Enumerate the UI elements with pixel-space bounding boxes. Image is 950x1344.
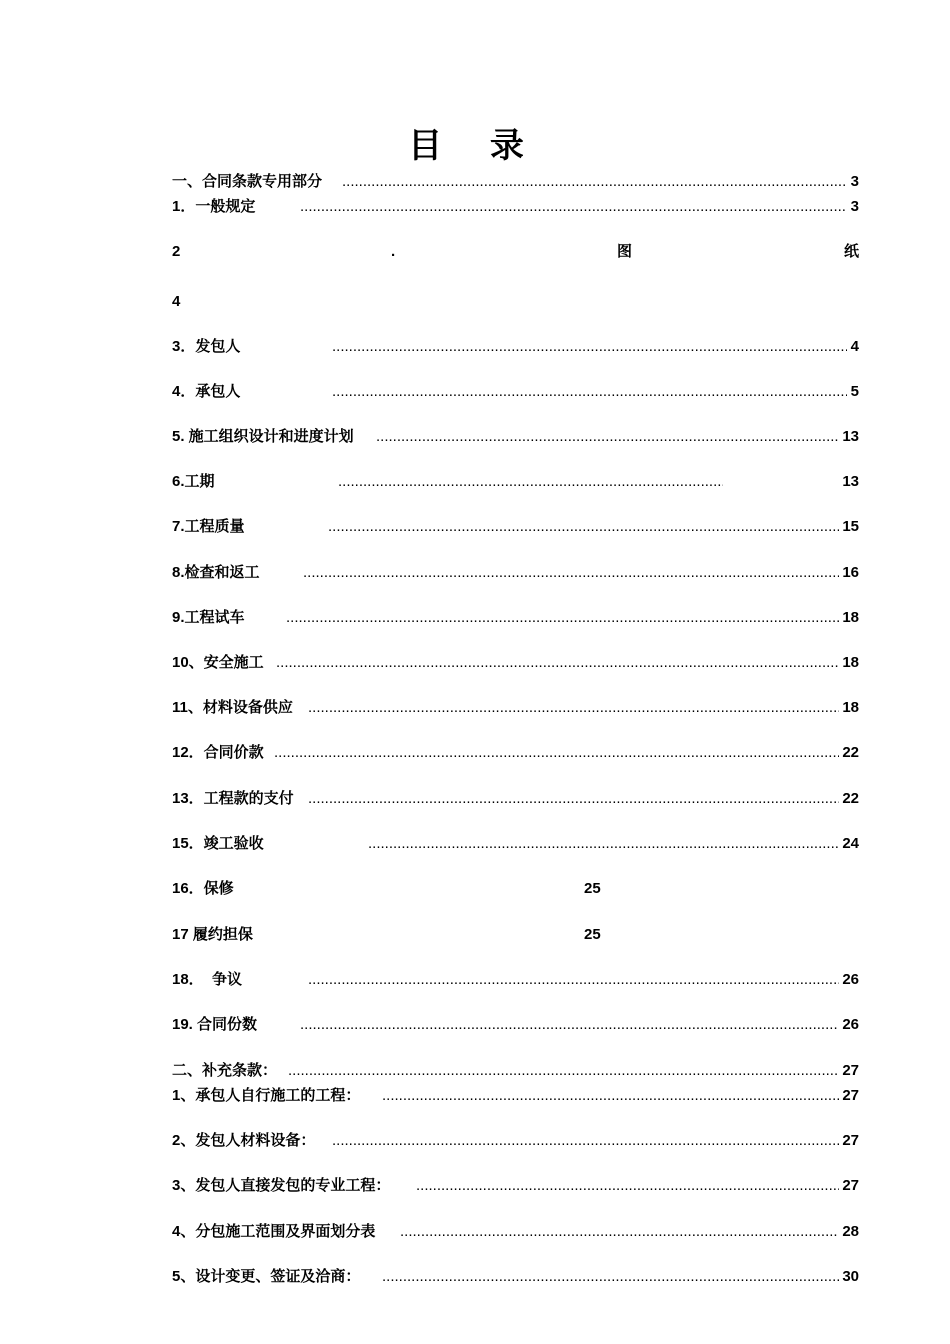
toc-entry xyxy=(172,743,859,763)
leader-dots xyxy=(286,608,839,628)
leader-dots xyxy=(368,834,839,854)
toc-label: 4、分包施工范围及界面划分表 xyxy=(172,1223,376,1240)
toc-page: 27 xyxy=(842,1177,859,1194)
toc-label-part: . xyxy=(391,243,396,260)
toc-page: 4 xyxy=(850,338,859,355)
toc-entry xyxy=(172,1176,859,1196)
toc-page: 18 xyxy=(842,609,859,626)
leader-dots xyxy=(332,382,847,402)
toc-entry xyxy=(172,1131,859,1151)
leader-dots xyxy=(300,1015,839,1035)
toc-label: 5、设计变更、签证及洽商： xyxy=(172,1268,361,1285)
toc-page: 18 xyxy=(842,699,859,716)
toc-label: 10、安全施工 xyxy=(172,654,264,671)
leader-dots xyxy=(382,1267,839,1287)
toc-label: 16．保修 xyxy=(172,880,234,897)
toc-label: 8.检查和返工 xyxy=(172,564,260,581)
toc-label: 13．工程款的支付 xyxy=(172,790,294,807)
leader-dots xyxy=(274,743,839,763)
leader-dots xyxy=(342,172,847,192)
leader-dots xyxy=(338,472,723,492)
toc-page: 3 xyxy=(850,198,859,215)
toc-page: 25 xyxy=(584,880,601,897)
toc-page: 15 xyxy=(842,518,859,535)
toc-entry xyxy=(172,925,859,945)
toc-entry xyxy=(172,608,859,628)
leader-dots xyxy=(288,1061,839,1081)
toc-entry xyxy=(172,698,859,718)
toc-page: 27 xyxy=(842,1132,859,1149)
toc-entry xyxy=(172,1061,859,1081)
toc-page: 18 xyxy=(842,654,859,671)
toc-label: 4．承包人 xyxy=(172,383,241,400)
toc-entry xyxy=(172,1267,859,1287)
toc-entry xyxy=(172,517,859,537)
toc-entry xyxy=(172,427,859,447)
toc-page: 3 xyxy=(850,173,859,190)
toc-label: 15．竣工验收 xyxy=(172,835,264,852)
leader-dots xyxy=(332,1131,839,1151)
toc-entry xyxy=(172,472,859,492)
toc-page: 5 xyxy=(850,383,859,400)
toc-label: 19. 合同份数 xyxy=(172,1016,258,1033)
leader-dots xyxy=(332,337,847,357)
toc-entry xyxy=(172,970,859,990)
leader-dots xyxy=(308,789,839,809)
toc-page: 27 xyxy=(842,1062,859,1079)
leader-dots xyxy=(308,698,839,718)
toc-label: 1、承包人自行施工的工程： xyxy=(172,1087,361,1104)
toc-page: 24 xyxy=(842,835,859,852)
toc-label: 3、发包人直接发包的专业工程： xyxy=(172,1177,391,1194)
toc-entry xyxy=(172,1015,859,1035)
toc-label: 4 xyxy=(172,293,181,310)
toc-label: 7.工程质量 xyxy=(172,518,245,535)
leader-dots xyxy=(400,1222,839,1242)
toc-label: 3．发包人 xyxy=(172,338,241,355)
toc-page: 25 xyxy=(584,926,601,943)
toc-label: 11、材料设备供应 xyxy=(172,699,293,716)
toc-page: 22 xyxy=(842,744,859,761)
toc-entry xyxy=(172,879,859,899)
toc-entry xyxy=(172,337,859,357)
toc-label: 2、发包人材料设备： xyxy=(172,1132,316,1149)
toc-label: 1．一般规定 xyxy=(172,198,256,215)
toc-page: 28 xyxy=(842,1223,859,1240)
toc-entry xyxy=(172,653,859,673)
leader-dots xyxy=(328,517,839,537)
toc-page: 26 xyxy=(842,971,859,988)
toc-label: 一、合同条款专用部分 xyxy=(172,173,323,190)
toc-label-part: 纸 xyxy=(843,243,859,260)
toc-label: 6.工期 xyxy=(172,473,215,490)
toc-page: 22 xyxy=(842,790,859,807)
toc-label: 17 履约担保 xyxy=(172,926,253,943)
leader-dots xyxy=(300,197,847,217)
toc-entry xyxy=(172,563,859,583)
page-title: 目 录 xyxy=(408,126,542,166)
toc-page: 13 xyxy=(842,473,859,490)
leader-dots xyxy=(416,1176,839,1196)
toc-label-part: 2 xyxy=(172,243,181,260)
toc-entry xyxy=(172,1086,859,1106)
toc-label: 二、补充条款： xyxy=(172,1062,278,1079)
toc-page: 27 xyxy=(842,1087,859,1104)
toc-page: 16 xyxy=(842,564,859,581)
toc-entry xyxy=(172,382,859,402)
leader-dots xyxy=(308,970,839,990)
leader-dots xyxy=(376,427,839,447)
leader-dots xyxy=(303,563,839,583)
toc-label: 9.工程试车 xyxy=(172,609,245,626)
toc-entry-spread xyxy=(172,242,859,262)
toc-entry xyxy=(172,197,859,217)
toc-label: 12．合同价款 xyxy=(172,744,264,761)
toc-label: 18． 争议 xyxy=(172,971,243,988)
toc-label-part: 图 xyxy=(617,243,633,260)
toc-label: 5. 施工组织设计和进度计划 xyxy=(172,428,354,445)
toc-entry xyxy=(172,1222,859,1242)
leader-dots xyxy=(382,1086,839,1106)
toc-page: 30 xyxy=(842,1268,859,1285)
toc-page: 26 xyxy=(842,1016,859,1033)
toc-entry xyxy=(172,172,859,192)
leader-dots xyxy=(276,653,839,673)
toc-entry xyxy=(172,789,859,809)
toc-entry xyxy=(172,834,859,854)
toc-page: 13 xyxy=(842,428,859,445)
toc-entry xyxy=(172,292,859,312)
